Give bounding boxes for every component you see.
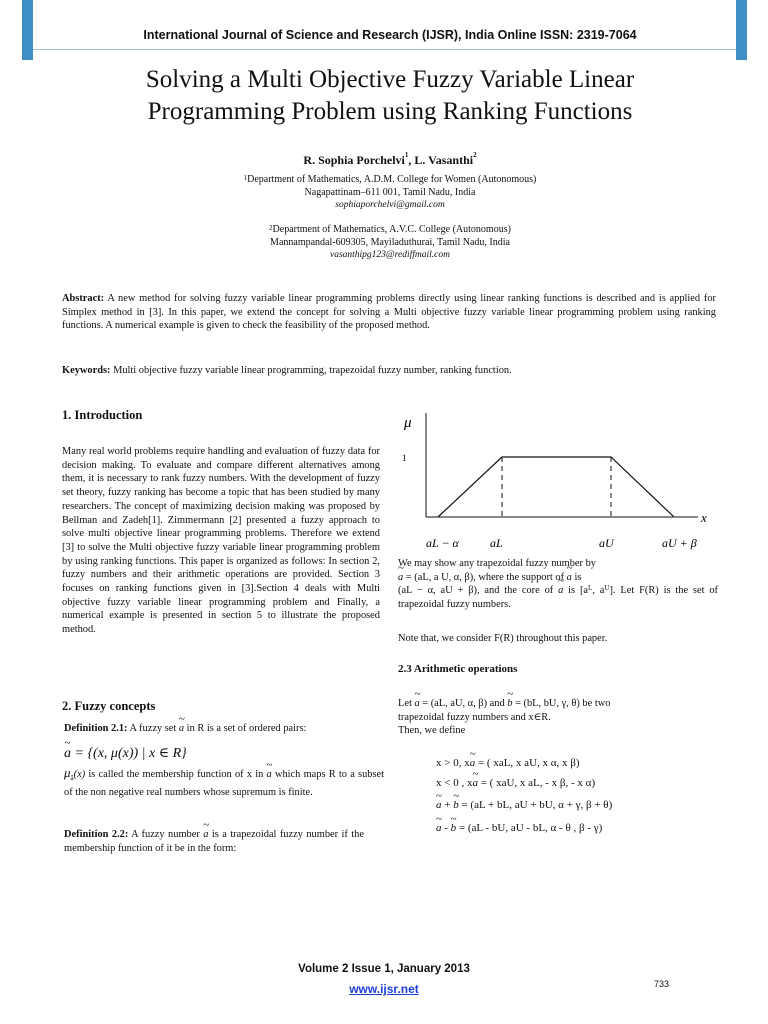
- x-tick-label: aU + β: [662, 536, 697, 550]
- operation-scalar-positive: x > 0, x~ a = ( xaL, x aU, x α, x β): [436, 757, 580, 769]
- y-tick-label: 1: [402, 453, 407, 463]
- abstract: Abstract: A new method for solving fuzzy variable linear programming problems directly using linear ranking functions is described and is applied for Simplex method in [3]. In this paper, we extend the concept for solving a Multi objective fuzzy variable linear programming problem using ranking functions. A numerical example is given to check the feasibility of the proposed method.: [62, 293, 716, 332]
- representation-text: We may show any trapezoidal fuzzy number by ~ a = (aL, a U, α, β), where the support of ~ a is (aL − α, aU + β), and the core of ~ a is [$a^L$, $a^U$]. Let F(R) is the set of trapezoidal fuzzy numbers.: [398, 557, 718, 612]
- operation-subtraction: ~ a - ~ b = (aL - bU, aU - bL, α - θ , β - γ): [436, 822, 602, 834]
- footer-link[interactable]: www.ijsr.net: [349, 982, 419, 996]
- x-tick-label: aL − α: [426, 536, 459, 550]
- subsection-heading: 2.3 Arithmetic operations: [398, 663, 518, 675]
- section-heading: 2. Fuzzy concepts: [62, 699, 156, 713]
- title-line-2: Programming Problem using Ranking Functions: [147, 98, 633, 125]
- header-rule: [33, 49, 736, 50]
- membership-definition: $\mu_ã(x)$ is called the membership function of x in ~ a which maps R to a subset of the non negative real numbers whose supremum is finite.: [64, 766, 384, 799]
- arithmetic-intro: Let ~ a = (aL, aU, α, β) and ~ b = (bL, bU, γ, θ) be two trapezoidal fuzzy numbers and x∈R. Then, we define: [398, 697, 718, 738]
- introduction-text: Many real world problems require handling and evaluation of fuzzy data for decision making. To evaluate and compare different alternatives among them, it is necessary to rank fuzzy numbers. With the development of fuzzy set theory, fuzzy ranking has become a topic that has been studied by many researchers. The concept of maximizing decision making was proposed by Bellman and Zadeh[1]. Zimmermann [2] presented a fuzzy approach to solve multi objective linear programming problems. Therefore we extend [3] to solve the Multi objective fuzzy variable linear programming problem by using ranking functions. This paper is organized as follows: In section 2, fuzzy numbers and their arithmetic operations are provided. Section 3 focuses on ranking functions given in [3].Section 4 deals with Multi objective fuzzy variable linear programming problem and Finally, a numerical example is presented in section 5 to illustrate the proposed method.: [62, 446, 380, 636]
- keywords-label: Keywords:: [62, 365, 111, 376]
- email-link[interactable]: vasanthipg123@rediffmail.com: [329, 250, 450, 260]
- x-tick-label: aL: [490, 536, 503, 550]
- page-number: 733: [654, 979, 670, 989]
- author-1: R. Sophia Porchelvi: [303, 153, 405, 167]
- journal-header: International Journal of Science and Research (IJSR), India Online ISSN: 2319-7064: [143, 28, 637, 42]
- y-axis-label: μ: [404, 415, 412, 431]
- left-accent-bar: [22, 0, 33, 60]
- affiliation-2: $^2$Department of Mathematics, A.V.C. College (Autonomous) Mannampandal-609305, Mayiladuthurai, Tamil Nadu, India vasanthipg123@rediffmail.com: [40, 224, 740, 262]
- author-list: R. Sophia Porchelvi$^1$, L. Vasanthi$^2$: [303, 151, 477, 167]
- paper-title: [40, 64, 740, 128]
- keywords: Keywords: Multi objective fuzzy variable linear programming, trapezoidal fuzzy number, ranking function.: [62, 365, 512, 376]
- email-link[interactable]: sophiaporchelvi@gmail.com: [335, 200, 445, 210]
- affiliation-1: $^1$Department of Mathematics, A.D.M. College for Women (Autonomous) Nagapattinam–611 001, Tamil Nadu, India sophiaporchelvi@gmail.com: [40, 174, 740, 212]
- trapezoid-figure: [398, 405, 718, 555]
- footer-volume: Volume 2 Issue 1, January 2013: [298, 963, 470, 975]
- abstract-label: Abstract:: [62, 293, 105, 304]
- note-text: Note that, we consider F(R) throughout this paper.: [398, 633, 608, 644]
- author-2: L. Vasanthi: [414, 153, 474, 167]
- x-tick-label: aU: [599, 536, 614, 550]
- series-line: [438, 457, 674, 517]
- operation-scalar-negative: x < 0 , x~ a = ( xaU, x aL, - x β, - x α): [436, 777, 595, 789]
- set-formula: ~ a = {(x, μ(x)) | x ∈ R}: [64, 745, 187, 762]
- operation-addition: ~ a + ~ b = (aL + bL, aU + bU, α + γ, β + θ): [436, 799, 612, 811]
- title-line-1: Solving a Multi Objective Fuzzy Variable Linear: [145, 66, 635, 93]
- definition-2-2: Definition 2.2: A fuzzy number ~ a is a trapezoidal fuzzy number if the membership function of it be in the form:: [64, 828, 364, 855]
- x-axis-label: x: [701, 510, 707, 525]
- definition-2-1: Definition 2.1: A fuzzy set ~ a in R is a set of ordered pairs:: [64, 722, 384, 736]
- section-heading: 1. Introduction: [62, 408, 143, 422]
